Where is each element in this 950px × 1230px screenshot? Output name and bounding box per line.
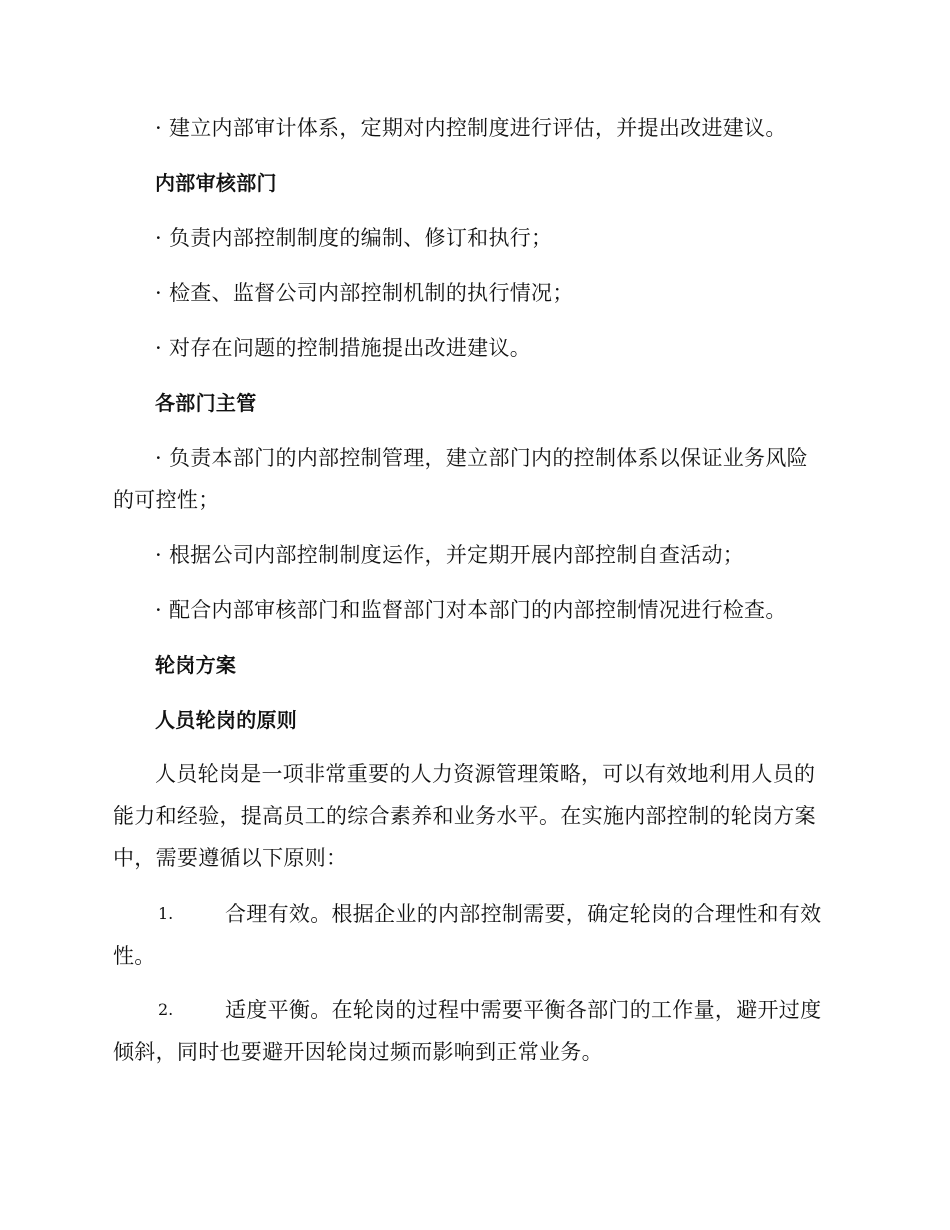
list-item-2-line2: 倾斜，同时也要避开因轮岗过频而影响到正常业务。 xyxy=(113,1040,603,1064)
heading-rotation-plan: 轮岗方案 xyxy=(155,653,237,677)
paragraph-internal-audit-system: · 建立内部审计体系，定期对内控制度进行评估，并提出改进建议。 xyxy=(155,116,787,140)
bullet-cooperate-inspection: · 配合内部审核部门和监督部门对本部门的内部控制情况进行检查。 xyxy=(155,598,787,622)
list-item-1-number: 1. xyxy=(158,904,174,923)
paragraph-rotation-intro-line1: 人员轮岗是一项非常重要的人力资源管理策略，可以有效地利用人员的 xyxy=(155,762,816,786)
bullet-inspect-supervise: · 检查、监督公司内部控制机制的执行情况； xyxy=(155,281,574,305)
bullet-dept-control-line1: · 负责本部门的内部控制管理，建立部门内的控制体系以保证业务风险 xyxy=(155,446,808,470)
bullet-dept-control-line2: 的可控性； xyxy=(113,488,220,512)
list-item-1-line2: 性。 xyxy=(113,944,156,968)
paragraph-rotation-intro-line3: 中，需要遵循以下原则： xyxy=(113,846,348,870)
heading-department-heads: 各部门主管 xyxy=(155,391,257,415)
bullet-self-inspection: · 根据公司内部控制制度运作，并定期开展内部控制自查活动； xyxy=(155,543,745,567)
list-item-2-number: 2. xyxy=(158,1000,174,1019)
bullet-responsible-for-controls: · 负责内部控制制度的编制、修订和执行； xyxy=(155,226,553,250)
paragraph-rotation-intro-line2: 能力和经验，提高员工的综合素养和业务水平。在实施内部控制的轮岗方案 xyxy=(113,804,816,828)
list-item-2-line1: 适度平衡。在轮岗的过程中需要平衡各部门的工作量，避开过度 xyxy=(225,998,822,1022)
heading-rotation-principles: 人员轮岗的原则 xyxy=(155,708,298,732)
bullet-improvement-suggestions: · 对存在问题的控制措施提出改进建议。 xyxy=(155,336,532,360)
heading-internal-audit-department: 内部审核部门 xyxy=(155,171,277,195)
list-item-1-line1: 合理有效。根据企业的内部控制需要，确定轮岗的合理性和有效 xyxy=(225,902,822,926)
